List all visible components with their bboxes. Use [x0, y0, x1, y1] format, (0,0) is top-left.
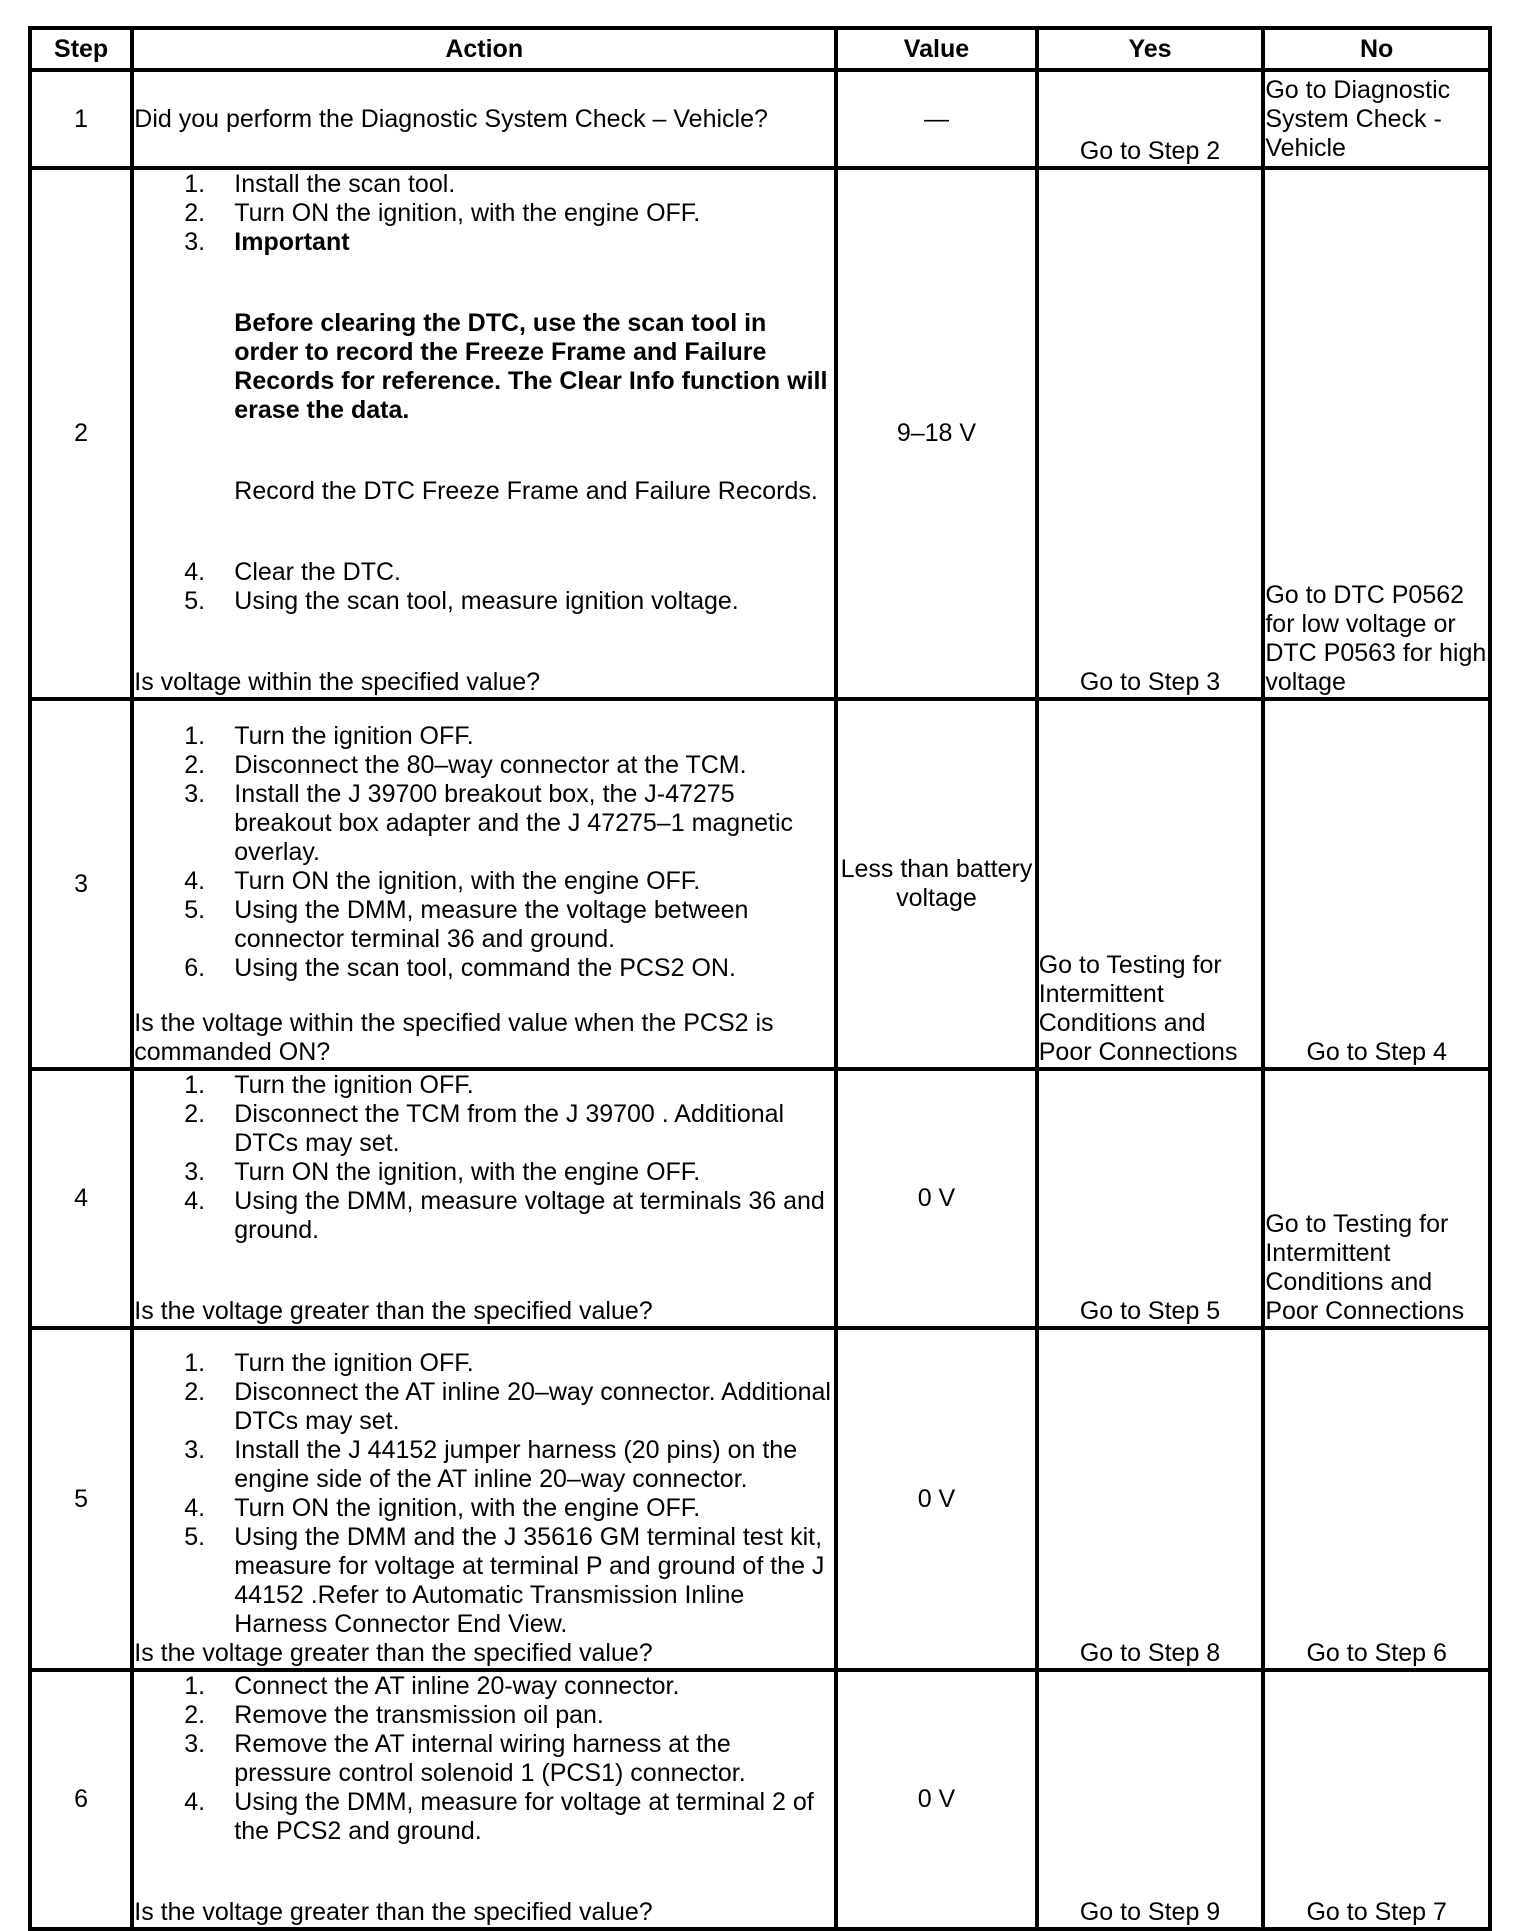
list-item: 1. Install the scan tool. [184, 170, 456, 198]
header-row [30, 28, 1490, 70]
yes-cell: Go to Step 3 [1037, 168, 1264, 699]
table-row-step-6 [30, 1670, 1490, 1929]
action-list [134, 1349, 834, 1639]
list-item: 5. Using the scan tool, measure ignition voltage. [184, 587, 739, 615]
action-cell [132, 1328, 836, 1670]
list-item: 4. Turn ON the ignition, with the engine OFF. [184, 1494, 701, 1522]
value-cell: — [836, 70, 1037, 168]
action-cell [132, 1670, 836, 1929]
step-number: 5 [30, 1328, 132, 1670]
list-item: 2. Turn ON the ignition, with the engine OFF. [184, 199, 701, 227]
action-question: Is the voltage greater than the specified value? [134, 1898, 653, 1926]
table-row-step-3 [30, 699, 1490, 1069]
list-item: 1. Turn the ignition OFF. [184, 722, 474, 750]
no-cell: Go to Step 4 [1263, 699, 1490, 1069]
table-row-step-1 [30, 70, 1490, 168]
value-cell: Less than battery voltage [836, 699, 1037, 1069]
action-list [134, 1071, 834, 1245]
header-yes: Yes [1037, 28, 1264, 70]
yes-cell: Go to Step 5 [1037, 1069, 1264, 1328]
record-note: Record the DTC Freeze Frame and Failure Records. [234, 477, 818, 505]
list-item: 3. Remove the AT internal wiring harness at the pressure control solenoid 1 (PCS1) connector. [184, 1730, 746, 1787]
list-item: 3. Important Before clearing the DTC, use the scan tool in order to record the Freeze Frame and Failure Records for reference. The Clear Info function will erase the data. Record the DTC Freeze Frame and Failure Records. [134, 228, 834, 558]
important-note: Before clearing the DTC, use the scan tool in order to record the Freeze Frame and Failure Records for reference. The Clear Info function will erase the data. [234, 309, 828, 424]
list-item: 1. Turn the ignition OFF. [184, 1349, 474, 1377]
action-cell [132, 699, 836, 1069]
no-cell: Go to DTC P0562 for low voltage or DTC P0563 for high voltage [1263, 168, 1490, 699]
header-value: Value [836, 28, 1037, 70]
table-row-step-4 [30, 1069, 1490, 1328]
step-number: 3 [30, 699, 132, 1069]
list-item: 3. Install the J 39700 breakout box, the J-47275 breakout box adapter and the J 47275–1 magnetic overlay. [184, 780, 794, 866]
action-list [134, 1672, 834, 1846]
list-item: 5. Using the DMM, measure the voltage between connector terminal 36 and ground. [184, 896, 749, 953]
list-item: 4. Clear the DTC. [184, 558, 401, 586]
diagnostic-table [28, 26, 1492, 1931]
step-number: 2 [30, 168, 132, 699]
list-item: 1. Turn the ignition OFF. [184, 1071, 474, 1099]
action-question: Is the voltage greater than the specified value? [134, 1297, 653, 1325]
action-cell [132, 168, 836, 699]
step-number: 1 [30, 70, 132, 168]
action-cell [132, 70, 836, 168]
no-cell: Go to Testing for Intermittent Conditions and Poor Connections [1263, 1069, 1490, 1328]
yes-cell: Go to Testing for Intermittent Conditions and Poor Connections [1037, 699, 1264, 1069]
list-item: 2. Remove the transmission oil pan. [184, 1701, 604, 1729]
value-cell: 9–18 V [836, 168, 1037, 699]
action-question: Is voltage within the specified value? [134, 668, 541, 696]
header-no: No [1263, 28, 1490, 70]
list-item: 2. Disconnect the 80–way connector at the TCM. [184, 751, 747, 779]
list-item: 5. Using the DMM and the J 35616 GM terminal test kit, measure for voltage at terminal P and ground of the J 44152 .Refer to Automatic Transmission Inline Harness Connector End View. [184, 1523, 825, 1638]
yes-cell: Go to Step 2 [1037, 70, 1264, 168]
list-item: 3. Install the J 44152 jumper harness (20 pins) on the engine side of the AT inline 20–way connector. [184, 1436, 798, 1493]
list-item: 6. Using the scan tool, command the PCS2 ON. [184, 954, 736, 982]
no-cell: Go to Diagnostic System Check - Vehicle [1263, 70, 1490, 168]
action-question: Did you perform the Diagnostic System Check – Vehicle? [134, 104, 768, 133]
important-label: Important [234, 228, 350, 256]
list-item: 3. Turn ON the ignition, with the engine OFF. [184, 1158, 701, 1186]
no-cell: Go to Step 7 [1263, 1670, 1490, 1929]
list-item: 2. Disconnect the AT inline 20–way connector. Additional DTCs may set. [184, 1378, 831, 1435]
yes-cell: Go to Step 9 [1037, 1670, 1264, 1929]
table-row-step-2 [30, 168, 1490, 699]
list-item: 4. Using the DMM, measure voltage at terminals 36 and ground. [184, 1187, 825, 1244]
action-cell [132, 1069, 836, 1328]
value-cell: 0 V [836, 1069, 1037, 1328]
step-number: 4 [30, 1069, 132, 1328]
value-cell: 0 V [836, 1328, 1037, 1670]
list-item: 4. Using the DMM, measure for voltage at terminal 2 of the PCS2 and ground. [184, 1788, 814, 1845]
list-item: 1. Connect the AT inline 20-way connector. [184, 1672, 680, 1700]
table-row-step-5 [30, 1328, 1490, 1670]
header-step: Step [30, 28, 132, 70]
action-question: Is the voltage greater than the specified value? [134, 1639, 653, 1667]
yes-cell: Go to Step 8 [1037, 1328, 1264, 1670]
no-cell: Go to Step 6 [1263, 1328, 1490, 1670]
value-cell: 0 V [836, 1670, 1037, 1929]
action-list [134, 722, 834, 983]
header-action: Action [132, 28, 836, 70]
action-list [134, 170, 834, 616]
list-item: 4. Turn ON the ignition, with the engine OFF. [184, 867, 701, 895]
action-question: Is the voltage within the specified value when the PCS2 is commanded ON? [134, 1009, 774, 1066]
step-number: 6 [30, 1670, 132, 1929]
list-item: 2. Disconnect the TCM from the J 39700 . Additional DTCs may set. [184, 1100, 785, 1157]
